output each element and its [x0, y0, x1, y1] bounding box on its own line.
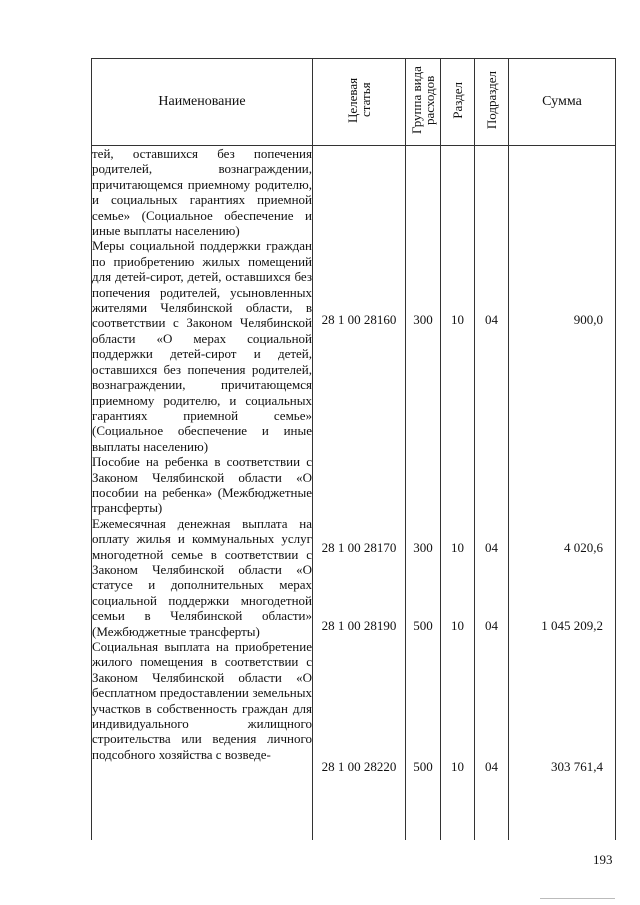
header-expense-group: Группа вида расходов: [406, 59, 441, 146]
row-name-3: Пособие на ребенка в соответствии с Законом Челябинской области «О пособии на ребенка» (Межбюджетные трансферты): [92, 454, 312, 516]
sum-column: [509, 146, 616, 841]
page-number: 193: [593, 852, 613, 867]
row-3-section: 10: [451, 618, 464, 633]
row-name-5: Социальная выплата на приобретение жилого помещения в соответствии с Законом Челябинской области «О бесплатном предоставлении земельных участков в собственность граждан для индивидуального жилищного строительства или ведения личного подсобного хозяйства с возведе-: [92, 639, 312, 762]
budget-table: [91, 58, 616, 840]
header-target-article: Целевая статья: [313, 59, 406, 146]
header-name: Наименование: [92, 59, 313, 146]
row-4-group: 500: [413, 759, 433, 774]
row-4-target: 28 1 00 28220: [321, 759, 397, 774]
group-column: [406, 146, 441, 841]
row-3-subsection: 04: [485, 618, 498, 633]
row-2-sum: 4 020,6: [564, 540, 603, 555]
row-2-target: 28 1 00 28170: [321, 540, 397, 555]
names-column: [92, 146, 313, 841]
row-1-group: 300: [413, 312, 433, 327]
table-body: [92, 146, 616, 841]
row-4-section: 10: [451, 759, 464, 774]
row-2-section: 10: [451, 540, 464, 555]
row-name-4: Ежемесячная денежная выплата на оплату жилья и коммунальных услуг многодетной семье в соответствии с Законом Челябинской области «О статусе и дополнительных мерах социальной поддержки многодетной семьи в Челябинской области» (Межбюджетные трансферты): [92, 515, 312, 639]
row-1-subsection: 04: [485, 312, 498, 327]
section-column: [441, 146, 475, 841]
header-subsection: Подраздел: [475, 59, 509, 146]
header-sum: Сумма: [509, 59, 616, 146]
row-3-target: 28 1 00 28190: [321, 618, 397, 633]
target-column: [313, 146, 406, 841]
row-4-subsection: 04: [485, 759, 498, 774]
header-section: Раздел: [441, 59, 475, 146]
row-4-sum: 303 761,4: [551, 759, 603, 774]
row-3-group: 500: [413, 618, 433, 633]
table-header-row: [92, 59, 616, 146]
row-2-group: 300: [413, 540, 433, 555]
row-3-sum: 1 045 209,2: [541, 618, 603, 633]
row-1-section: 10: [451, 312, 464, 327]
row-1-target: 28 1 00 28160: [321, 312, 397, 327]
row-1-sum: 900,0: [573, 312, 603, 327]
row-name-1: тей, оставшихся без попечения родителей, вознаграждении, причитающемся приемному родителю, и социальных гарантиях приемной семье» (Социальное обеспечение и иные выплаты населению): [92, 146, 312, 239]
row-name-2: Меры социальной поддержки граждан по приобретению жилых помещений для детей-сирот, детей, оставшихся без попечения родителей, усыновленных жителями Челябинской области, в соответствии с Законом Челябинской области «О мерах социальной поддержки детей-сирот и детей, оставшихся без попечения родителей, вознаграждении, причитающемся приемному родителю, и социальных гарантиях приемной семье» (Социальное обеспечение и иные выплаты населению): [92, 238, 312, 454]
subsection-column: [475, 146, 509, 841]
footer-divider: [540, 898, 615, 899]
row-2-subsection: 04: [485, 540, 498, 555]
